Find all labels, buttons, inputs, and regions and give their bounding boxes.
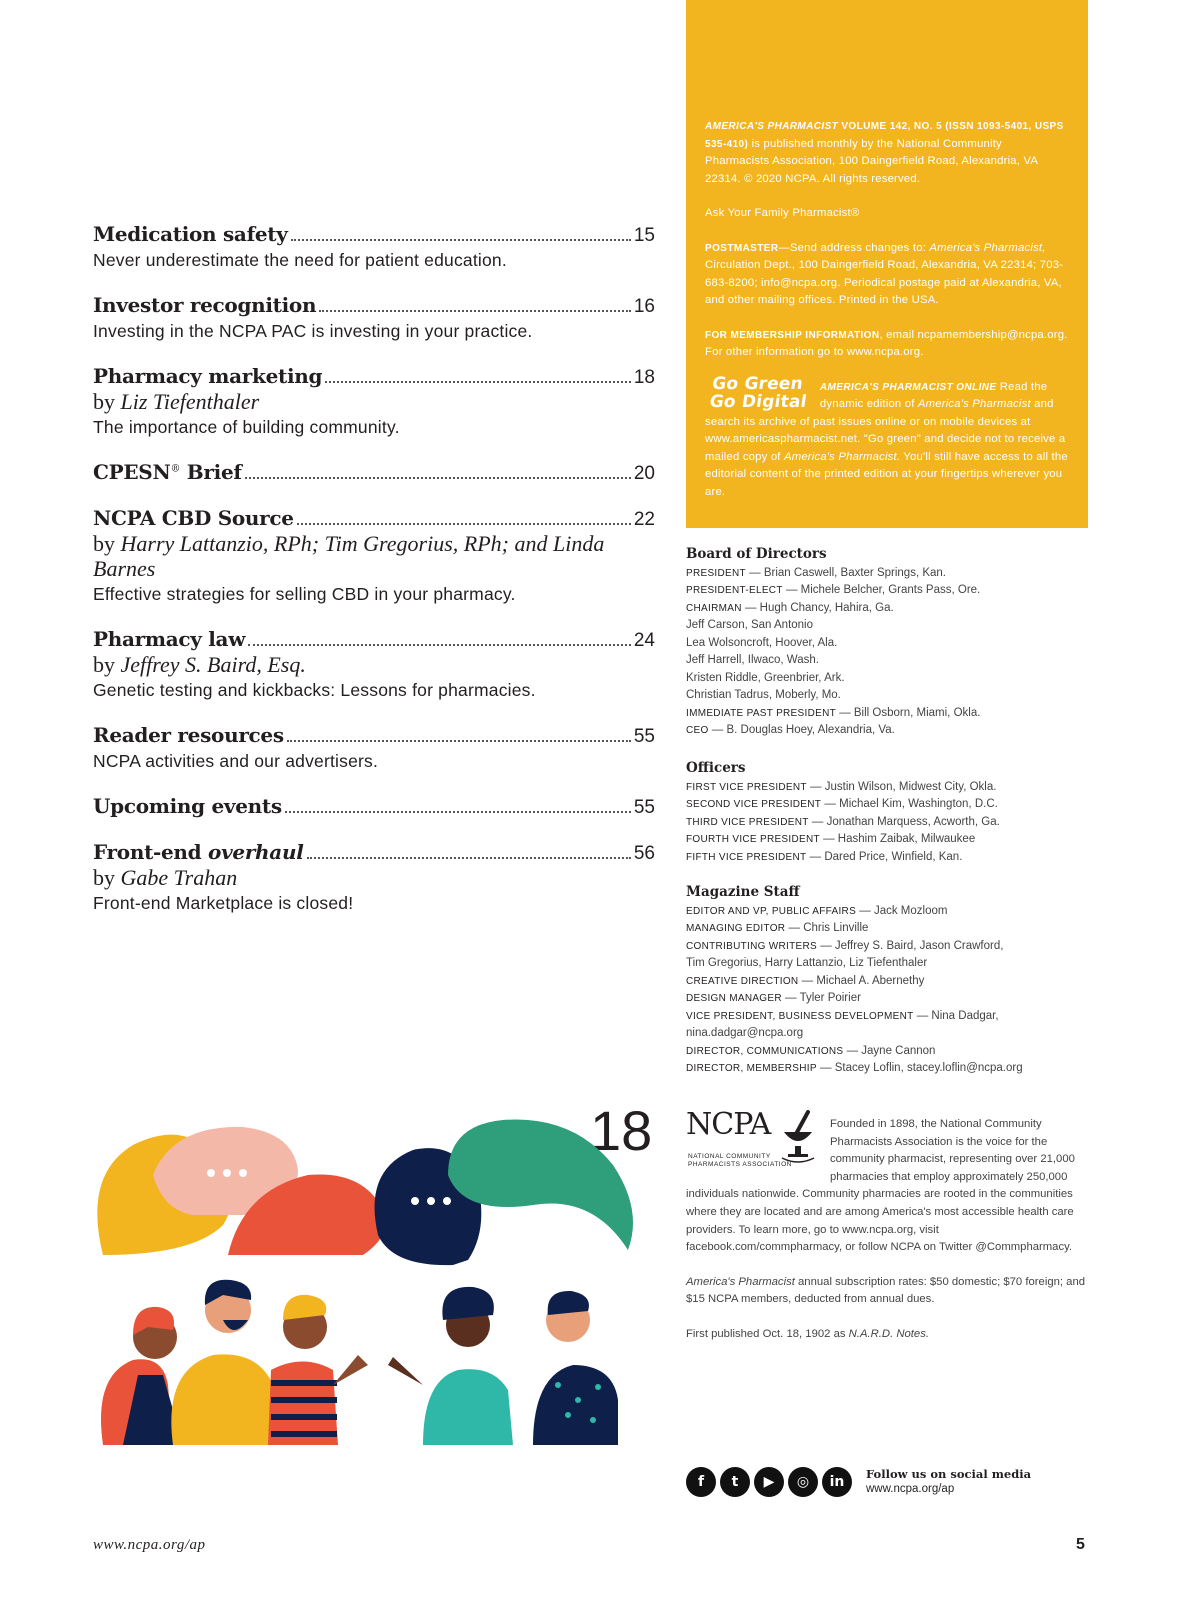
publication-statement: AMERICA'S PHARMACIST VOLUME 142, NO. 5 (ISSN 1093-5401, USPS 535-410) is published monthly by the National Community Pharmacists Association, 100 Daingerfield Road, Alexandria, VA 22314. © 2020 NCPA. All rights reserved. xyxy=(705,121,1064,185)
ncpa-logo: NCPA NATIONAL COMMUNITY PHARMACISTS ASSOCIATION xyxy=(686,1116,824,1182)
facebook-icon[interactable]: f xyxy=(686,1467,716,1497)
toc-entry-investor-recognition[interactable] xyxy=(93,293,655,343)
toc-description: The importance of building community. xyxy=(93,417,400,437)
masthead-line: SECOND VICE PRESIDENT — Michael Kim, Washington, D.C. xyxy=(686,798,998,810)
first-published: First published Oct. 18, 1902 as N.A.R.D. Notes. xyxy=(686,1327,929,1340)
toc-description: Investing in the NCPA PAC is investing in your practice. xyxy=(93,321,533,341)
toc-entry-ncpa-cbd-source[interactable] xyxy=(93,506,655,606)
masthead-line: IMMEDIATE PAST PRESIDENT — Bill Osborn, Miami, Okla. xyxy=(686,706,981,719)
social-media-bar xyxy=(686,1467,1031,1497)
toc-entry-medication-safety[interactable] xyxy=(93,222,655,272)
table-of-contents xyxy=(93,222,655,936)
toc-page-number: 22 xyxy=(633,509,655,530)
toc-title: Reader resources xyxy=(93,723,284,747)
masthead-line: FIRST VICE PRESIDENT — Justin Wilson, Midwest City, Okla. xyxy=(686,780,997,793)
masthead-line: Tim Gregorius, Harry Lattanzio, Liz Tiefenthaler xyxy=(686,957,928,969)
leader-dots xyxy=(325,381,631,383)
leader-dots xyxy=(245,477,631,479)
toc-byline: by Gabe Trahan xyxy=(93,865,238,890)
toc-page-number: 24 xyxy=(633,630,655,651)
linkedin-icon[interactable]: in xyxy=(822,1467,852,1497)
toc-title: Pharmacy law xyxy=(93,627,246,651)
toc-byline: by Liz Tiefenthaler xyxy=(93,389,260,414)
toc-byline: by Jeffrey S. Baird, Esq. xyxy=(93,652,306,677)
about-paragraph: NCPA NATIONAL COMMUNITY PHARMACISTS ASSOCIATION Founded in 1898, the National Community Pharmacists Association is the voice for the community pharmacist, representing over 21,000 pharmacies that employ approximately 250,000 individuals nationwide. Community pharmacies are rooted in the communities where they are located and are among America's most accessible health care providers. To learn more, go to www.ncpa.org, visit facebook.com/commpharmacy, or follow NCPA on Twitter @Commpharmacy. xyxy=(686,1107,1075,1254)
publication-info-box xyxy=(686,0,1088,528)
masthead-line: CHAIRMAN — Hugh Chancy, Hahira, Ga. xyxy=(686,601,894,614)
toc-entry-cpesn-brief[interactable] xyxy=(93,460,655,485)
social-text xyxy=(866,1467,1031,1497)
masthead-line: Jeff Harrell, Ilwaco, Wash. xyxy=(686,654,819,666)
person-4 xyxy=(388,1287,513,1445)
instagram-icon[interactable]: ◎ xyxy=(788,1467,818,1497)
magazine-staff xyxy=(686,884,1096,1078)
section-heading: Board of Directors xyxy=(686,546,827,562)
masthead-line: Kristen Riddle, Greenbrier, Ark. xyxy=(686,671,845,684)
masthead-line: Jeff Carson, San Antonio xyxy=(686,619,814,631)
person-5 xyxy=(533,1291,618,1445)
leader-dots xyxy=(297,523,631,525)
social-url[interactable]: www.ncpa.org/ap xyxy=(866,1483,955,1495)
officers xyxy=(686,760,1096,866)
leader-dots xyxy=(319,310,631,312)
toc-entry-pharmacy-law[interactable] xyxy=(93,627,655,702)
person-2 xyxy=(171,1280,283,1445)
masthead-line: PRESIDENT — Brian Caswell, Baxter Springs, Kan. xyxy=(686,566,946,579)
subscription-rates: America's Pharmacist annual subscription rates: $50 domestic; $70 foreign; and $15 NCPA members, deducted from annual dues. xyxy=(686,1275,1086,1306)
section-heading: Officers xyxy=(686,760,746,776)
leader-dots xyxy=(291,239,631,241)
masthead-line: nina.dadgar@ncpa.org xyxy=(686,1027,804,1039)
toc-page-number: 56 xyxy=(633,843,655,864)
masthead-line: VICE PRESIDENT, BUSINESS DEVELOPMENT — Nina Dadgar, xyxy=(686,1009,999,1022)
toc-title: Pharmacy marketing xyxy=(93,364,323,388)
tagline: Ask Your Family Pharmacist® xyxy=(705,207,860,219)
toc-page-number: 20 xyxy=(633,463,655,484)
toc-entry-upcoming-events[interactable] xyxy=(93,794,655,819)
masthead-line: CONTRIBUTING WRITERS — Jeffrey S. Baird, Jason Crawford, xyxy=(686,939,1004,952)
membership-info: FOR MEMBERSHIP INFORMATION, email ncpamembership@ncpa.org. For other information go to www.ncpa.org. xyxy=(705,328,1068,358)
toc-page-number: 18 xyxy=(633,367,655,388)
toc-title: Medication safety xyxy=(93,222,288,246)
masthead-line: PRESIDENT-ELECT — Michele Belcher, Grants Pass, Ore. xyxy=(686,584,981,596)
toc-page-number: 55 xyxy=(633,797,655,818)
masthead-line: THIRD VICE PRESIDENT — Jonathan Marquess, Acworth, Ga. xyxy=(686,815,1000,828)
masthead-line: DIRECTOR, COMMUNICATIONS — Jayne Cannon xyxy=(686,1044,936,1057)
toc-description: Never underestimate the need for patient education. xyxy=(93,250,507,270)
masthead-line: MANAGING EDITOR — Chris Linville xyxy=(686,922,869,934)
toc-description: NCPA activities and our advertisers. xyxy=(93,751,379,771)
toc-page-number: 55 xyxy=(633,726,655,747)
footer-page-number: 5 xyxy=(1076,1536,1085,1553)
masthead-line: DIRECTOR, MEMBERSHIP — Stacey Loflin, stacey.loflin@ncpa.org xyxy=(686,1062,1023,1074)
masthead-line: CEO — B. Douglas Hoey, Alexandria, Va. xyxy=(686,724,895,736)
toc-title: CPESN® Brief xyxy=(93,460,242,484)
leader-dots xyxy=(285,811,631,813)
toc-title: NCPA CBD Source xyxy=(93,506,294,530)
toc-byline: by Harry Lattanzio, RPh; Tim Gregorius, RPh; and Linda Barnes xyxy=(93,531,605,581)
toc-page-number: 15 xyxy=(633,225,655,246)
person-3 xyxy=(268,1295,368,1445)
toc-entry-reader-resources[interactable] xyxy=(93,723,655,773)
toc-title: Front-end overhaul xyxy=(93,840,304,864)
masthead-line: DESIGN MANAGER — Tyler Poirier xyxy=(686,992,861,1004)
toc-description: Genetic testing and kickbacks: Lessons for pharmacies. xyxy=(93,680,536,700)
go-green-logo: Go Green Go Digital xyxy=(708,373,809,412)
footer-url[interactable]: www.ncpa.org/ap xyxy=(93,1537,206,1553)
toc-entry-pharmacy-marketing[interactable] xyxy=(93,364,655,439)
community-conversation-illustration xyxy=(93,1115,658,1500)
toc-page-number: 16 xyxy=(633,296,655,317)
leader-dots xyxy=(248,644,631,646)
leader-dots xyxy=(307,857,631,859)
twitter-icon[interactable]: t xyxy=(720,1467,750,1497)
toc-entry-front-end-overhaul[interactable] xyxy=(93,840,655,915)
masthead-line: EDITOR AND VP, PUBLIC AFFAIRS — Jack Mozloom xyxy=(686,904,948,917)
online-edition-info: Go Green Go Digital AMERICA'S PHARMACIST ONLINE Read the dynamic edition of America's Pharmacist and search its archive of past issues online or on mobile devices at www.americaspharmacist.net. "Go green" and decide not to receive a mailed copy of America's Pharmacist. You'll still have access to all the editorial content of the printed edition at your fingertips wherever you are. xyxy=(705,373,1068,498)
masthead-line: FOURTH VICE PRESIDENT — Hashim Zaibak, Milwaukee xyxy=(686,833,976,845)
toc-description: Effective strategies for selling CBD in your pharmacy. xyxy=(93,584,516,604)
toc-title: Investor recognition xyxy=(93,293,317,317)
toc-description: Front-end Marketplace is closed! xyxy=(93,893,354,913)
masthead-line: CREATIVE DIRECTION — Michael A. Abernethy xyxy=(686,974,925,987)
postmaster-notice: POSTMASTER—Send address changes to: America's Pharmacist, Circulation Dept., 100 Daingerfield Road, Alexandria, VA 22314; 703-683-8200; info@ncpa.org. Periodical postage paid at Alexandria, VA, and other mailing offices. Printed in the USA. xyxy=(705,241,1064,306)
section-heading: Magazine Staff xyxy=(686,884,800,900)
youtube-icon[interactable]: ▶ xyxy=(754,1467,784,1497)
masthead-line: Lea Wolsoncroft, Hoover, Ala. xyxy=(686,636,838,649)
social-follow-label: Follow us on social media xyxy=(866,1467,1032,1481)
toc-title: Upcoming events xyxy=(93,794,282,818)
about-ncpa xyxy=(686,1107,1086,1361)
masthead-line: FIFTH VICE PRESIDENT — Dared Price, Winfield, Kan. xyxy=(686,850,963,863)
board-of-directors xyxy=(686,546,1096,740)
leader-dots xyxy=(287,740,631,742)
person-1 xyxy=(101,1307,183,1445)
masthead-line: Christian Tadrus, Moberly, Mo. xyxy=(686,689,841,701)
illustration-page-number: 18 xyxy=(590,1099,653,1162)
